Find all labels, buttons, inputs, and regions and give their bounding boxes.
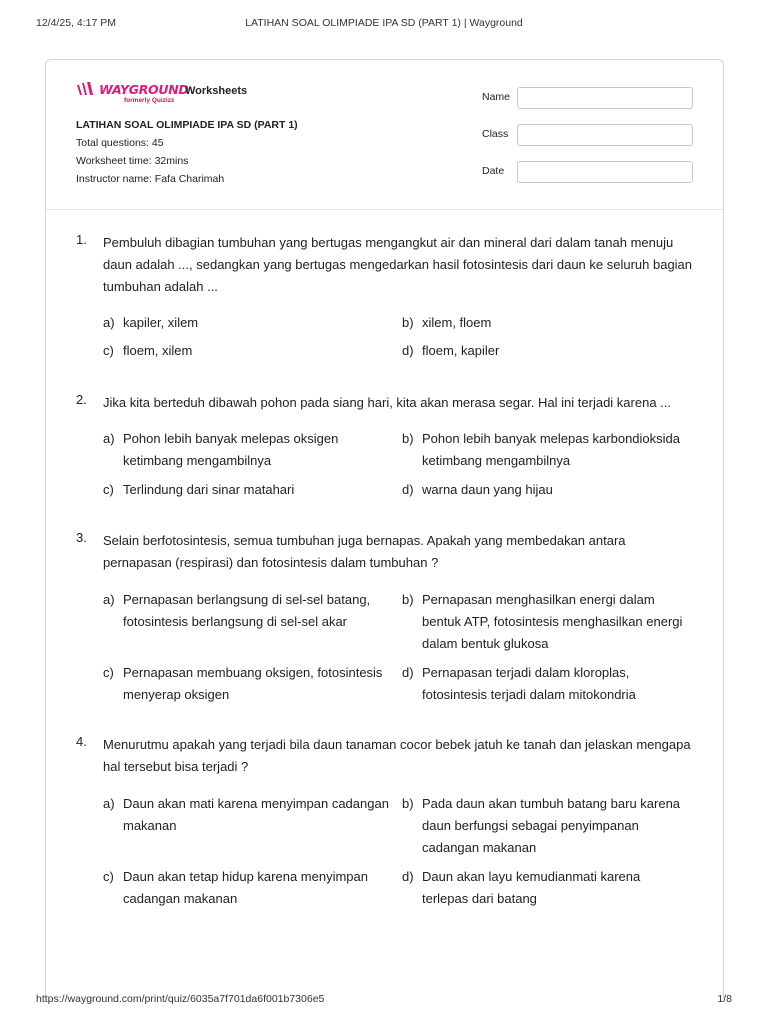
- class-label: Class: [482, 128, 509, 140]
- option-letter: c): [103, 665, 114, 680]
- option-text: Daun akan tetap hidup karena menyimpan cadangan makanan: [123, 869, 368, 906]
- name-input[interactable]: [517, 87, 693, 109]
- option-letter: b): [402, 592, 414, 607]
- print-footer: [36, 993, 732, 1007]
- option-letter: a): [103, 431, 115, 446]
- print-header: [36, 17, 732, 31]
- wayground-mark-icon: [76, 82, 96, 96]
- question-text: Pembuluh dibagian tumbuhan yang bertugas mengangkut air dan mineral dari dalam tanah menuju daun adalah ..., sedangkan yang bertugas mengedarkan hasil fotosintesis dari daun ke seluruh bagian tumbuhan adalah ...: [103, 235, 693, 294]
- option-letter: d): [402, 665, 414, 680]
- option-letter: a): [103, 315, 115, 330]
- option-letter: d): [402, 482, 414, 497]
- option-text: floem, kapiler: [422, 343, 500, 358]
- worksheet-header: [46, 60, 723, 210]
- question-text: Selain berfotosintesis, semua tumbuhan juga bernapas. Apakah yang membedakan antara pernapasan (respirasi) dan fotosintesis dalam tumbuhan ?: [103, 533, 626, 570]
- option-text: Pohon lebih banyak melepas karbondioksida ketimbang mengambilnya: [422, 431, 681, 468]
- option-letter: b): [402, 796, 414, 811]
- wayground-logo: [76, 81, 189, 105]
- date-label: Date: [482, 165, 505, 177]
- name-label: Name: [482, 91, 511, 103]
- option-text: Daun akan mati karena menyimpan cadangan makanan: [123, 796, 389, 833]
- date-field: [482, 161, 694, 183]
- print-page-title: LATIHAN SOAL OLIMPIADE IPA SD (PART 1) | Wayground: [245, 17, 523, 29]
- brand-name: WAYGROUND: [99, 81, 189, 97]
- option-text: Pada daun akan tumbuh batang baru karena daun berfungsi sebagai penyimpanan cadangan makanan: [422, 796, 681, 855]
- question-number: 1.: [76, 232, 87, 247]
- option-text: Terlindung dari sinar matahari: [123, 482, 295, 497]
- option-text: Pernapasan berlangsung di sel-sel batang, fotosintesis berlangsung di sel-sel akar: [123, 592, 371, 629]
- option-letter: d): [402, 869, 414, 884]
- question-number: 2.: [76, 392, 87, 407]
- question-number: 4.: [76, 734, 87, 749]
- option-text: Daun akan layu kemudianmati karena terlepas dari batang: [422, 869, 641, 906]
- option-letter: b): [402, 315, 414, 330]
- option-text: warna daun yang hijau: [422, 482, 553, 497]
- question-text: Jika kita berteduh dibawah pohon pada siang hari, kita akan merasa segar. Hal ini terjadi karena ...: [103, 395, 672, 410]
- total-questions: Total questions: 45: [76, 137, 164, 149]
- page-number: 1/8: [717, 993, 732, 1005]
- option-text: Pernapasan membuang oksigen, fotosintesis menyerap oksigen: [123, 665, 383, 702]
- class-input[interactable]: [517, 124, 693, 146]
- option-letter: c): [103, 482, 114, 497]
- option-letter: a): [103, 592, 115, 607]
- worksheet-title: LATIHAN SOAL OLIMPIADE IPA SD (PART 1): [76, 119, 298, 131]
- worksheet-card: [45, 59, 724, 999]
- option-letter: c): [103, 343, 114, 358]
- brand-formerly: formerly Quizizz: [124, 97, 175, 104]
- option-text: Pernapasan menghasilkan energi dalam bentuk ATP, fotosintesis menghasilkan energi dalam bentuk glukosa: [422, 592, 683, 651]
- option-text: kapiler, xilem: [123, 315, 199, 330]
- option-letter: a): [103, 796, 115, 811]
- print-datetime: 12/4/25, 4:17 PM: [36, 17, 116, 29]
- question-number: 3.: [76, 530, 87, 545]
- option-letter: b): [402, 431, 414, 446]
- instructor-name: Instructor name: Fafa Charimah: [76, 173, 225, 185]
- option-text: xilem, floem: [422, 315, 492, 330]
- print-url[interactable]: https://wayground.com/print/quiz/6035a7f701da6f001b7306e5: [36, 993, 325, 1005]
- worksheets-label: Worksheets: [185, 85, 248, 97]
- option-text: Pohon lebih banyak melepas oksigen ketimbang mengambilnya: [123, 431, 339, 468]
- option-text: floem, xilem: [123, 343, 193, 358]
- option-letter: d): [402, 343, 414, 358]
- name-field: [482, 87, 694, 109]
- worksheet-meta: [76, 119, 376, 188]
- date-input[interactable]: [517, 161, 693, 183]
- class-field: [482, 124, 694, 146]
- option-text: Pernapasan terjadi dalam kloroplas, fotosintesis terjadi dalam mitokondria: [422, 665, 636, 702]
- option-letter: c): [103, 869, 114, 884]
- question-text: Menurutmu apakah yang terjadi bila daun tanaman cocor bebek jatuh ke tanah dan jelaskan mengapa hal tersebut bisa terjadi ?: [103, 737, 691, 774]
- worksheet-time: Worksheet time: 32mins: [76, 155, 189, 167]
